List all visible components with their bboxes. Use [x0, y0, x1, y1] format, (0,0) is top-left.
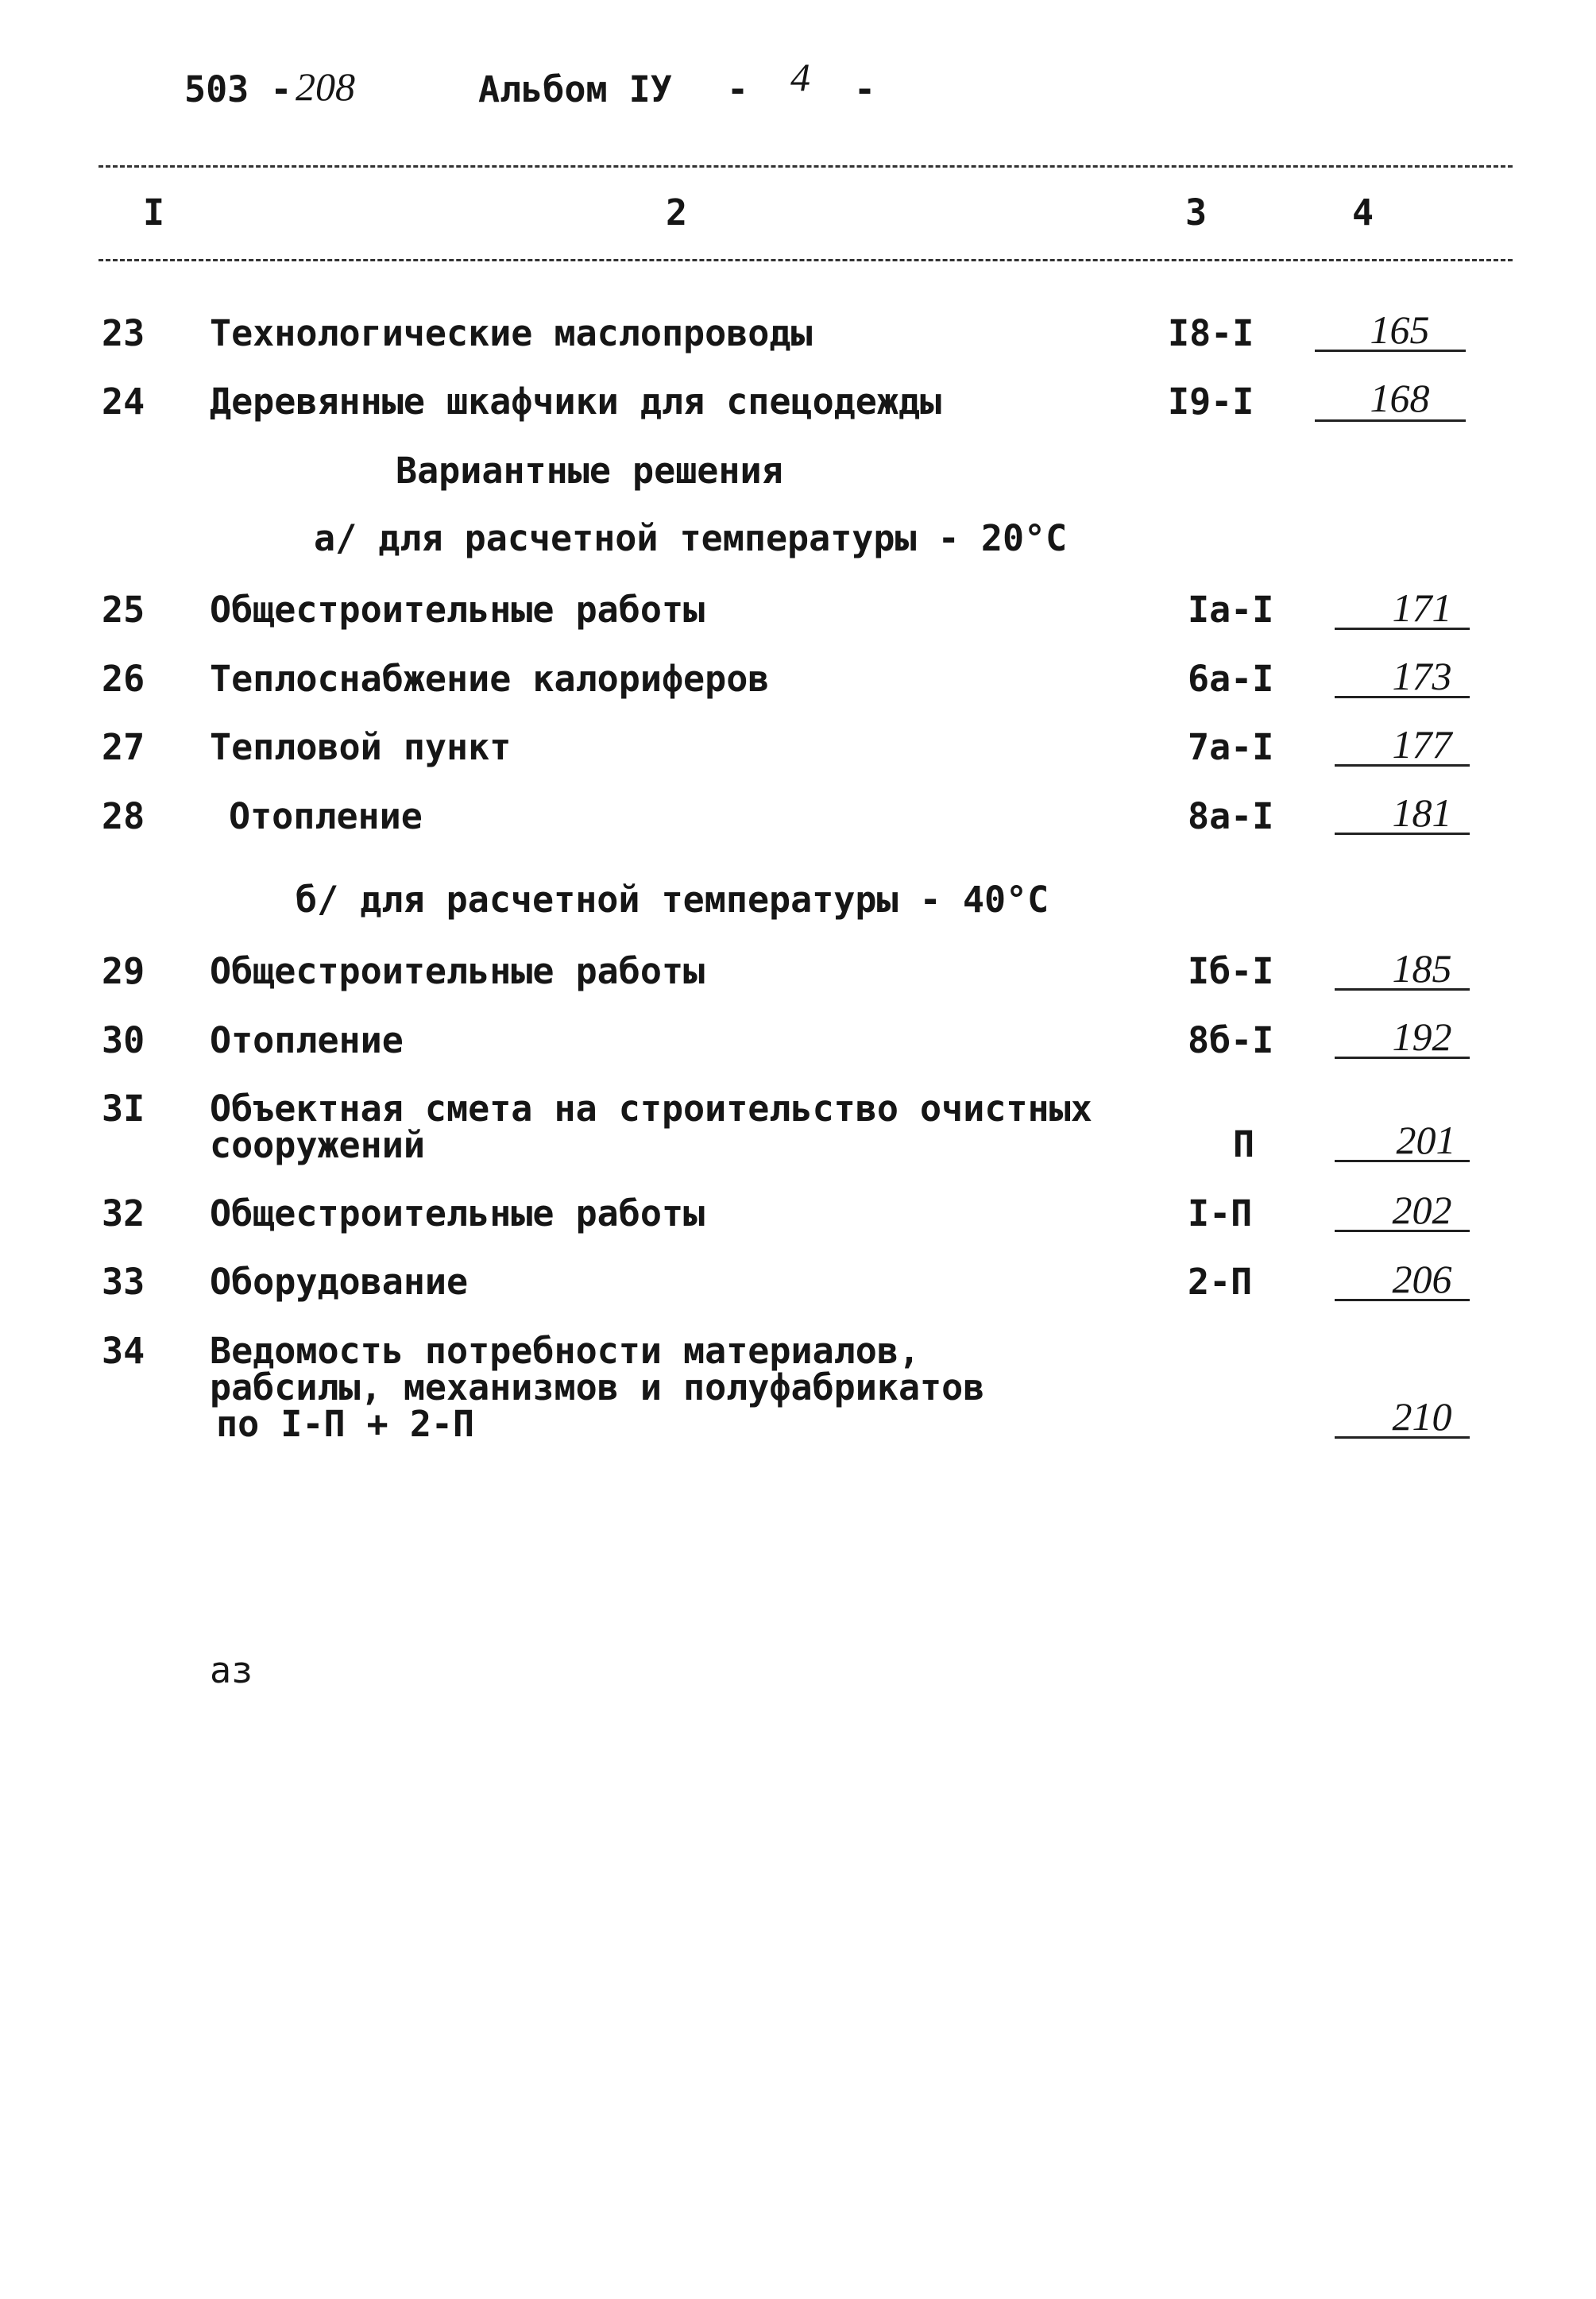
row-page-handwritten: 165 — [1370, 307, 1430, 352]
subsection-heading-a: а/ для расчетной температуры - 20°С — [314, 517, 1068, 559]
subsection-heading-b: б/ для расчетной температуры - 40°С — [296, 879, 1049, 921]
row-number: 32 — [102, 1192, 145, 1235]
row-description: Общестроительные работы — [210, 950, 705, 992]
footer-mark: аз — [210, 1649, 253, 1691]
row-number: 25 — [102, 589, 145, 631]
header-dash-left: - — [727, 68, 749, 110]
row-code: 8б-I — [1188, 1019, 1274, 1061]
page-underline — [1335, 1057, 1470, 1059]
row-code: I9-I — [1168, 381, 1254, 423]
page-number-handwritten: 4 — [790, 55, 810, 99]
row-number: 29 — [102, 950, 145, 992]
page-underline — [1335, 764, 1470, 767]
row-code: Iб-I — [1188, 950, 1274, 992]
row-number: 3I — [102, 1088, 145, 1130]
row-description: Тепловой пункт — [210, 726, 512, 768]
page-underline — [1335, 1436, 1470, 1439]
column-header: I — [143, 191, 165, 234]
row-description: Общестроительные работы — [210, 589, 705, 631]
row-number: 24 — [102, 381, 145, 423]
row-page-handwritten: 185 — [1392, 946, 1452, 991]
page-underline — [1335, 628, 1470, 630]
row-number: 27 — [102, 726, 145, 768]
row-description — [210, 1088, 1092, 1166]
row-code: I8-I — [1168, 312, 1254, 354]
row-description-line: рабсилы, механизмов и полуфабрикатов — [210, 1366, 985, 1408]
row-page-handwritten: 192 — [1392, 1014, 1452, 1059]
column-header: 3 — [1185, 191, 1208, 234]
column-header: 4 — [1352, 191, 1374, 234]
row-code: I-П — [1188, 1192, 1253, 1235]
table-header-rule — [99, 259, 1513, 261]
page-underline — [1315, 419, 1466, 422]
row-number: 23 — [102, 312, 145, 354]
page-underline — [1335, 1160, 1470, 1162]
row-number: 30 — [102, 1019, 145, 1061]
series-number-handwritten: 208 — [296, 64, 355, 109]
series-prefix: 503 - — [184, 68, 292, 110]
row-page-handwritten: 181 — [1392, 790, 1452, 835]
row-code: 2-П — [1188, 1261, 1253, 1303]
row-description — [210, 1330, 985, 1445]
row-page-handwritten: 206 — [1392, 1257, 1452, 1301]
album-title: Альбом IУ — [478, 68, 672, 110]
row-page-handwritten: 171 — [1392, 585, 1452, 630]
row-page-handwritten: 210 — [1392, 1394, 1452, 1439]
row-page-handwritten: 202 — [1392, 1188, 1452, 1232]
row-description-line: Ведомость потребности материалов, — [210, 1330, 921, 1372]
page-underline — [1315, 350, 1466, 352]
column-header: 2 — [666, 191, 688, 234]
row-description: Отопление — [210, 1019, 404, 1061]
row-code: 6а-I — [1188, 658, 1274, 700]
row-code: Iа-I — [1188, 589, 1274, 631]
row-number: 28 — [102, 795, 145, 837]
row-page-handwritten: 173 — [1392, 654, 1452, 698]
row-number: 33 — [102, 1261, 145, 1303]
page-underline — [1335, 696, 1470, 698]
row-page-handwritten: 168 — [1370, 376, 1430, 420]
table-top-rule — [99, 165, 1513, 168]
row-page-handwritten: 177 — [1392, 722, 1452, 767]
row-description-line: сооружений — [210, 1124, 425, 1166]
header-dash-right: - — [854, 68, 876, 110]
page-underline — [1335, 1230, 1470, 1232]
page-underline — [1335, 833, 1470, 835]
row-description-line: Объектная смета на строительство очистных — [210, 1088, 1092, 1130]
row-description: Деревянные шкафчики для спецодежды — [210, 381, 942, 423]
row-number: 26 — [102, 658, 145, 700]
page-underline — [1335, 1299, 1470, 1301]
row-description: Оборудование — [210, 1261, 469, 1303]
row-number: 34 — [102, 1330, 145, 1372]
row-code: П — [1233, 1123, 1255, 1165]
row-description: Технологические маслопроводы — [210, 312, 813, 354]
row-description-line: по I-П + 2-П — [216, 1403, 475, 1445]
row-description: Теплоснабжение калориферов — [210, 658, 770, 700]
row-code: 8а-I — [1188, 795, 1274, 837]
row-code: 7а-I — [1188, 726, 1274, 768]
row-description: Отопление — [229, 795, 423, 837]
section-heading-variants: Вариантные решения — [396, 450, 783, 492]
row-description: Общестроительные работы — [210, 1192, 705, 1235]
page-underline — [1335, 988, 1470, 991]
row-page-handwritten: 201 — [1396, 1118, 1456, 1162]
